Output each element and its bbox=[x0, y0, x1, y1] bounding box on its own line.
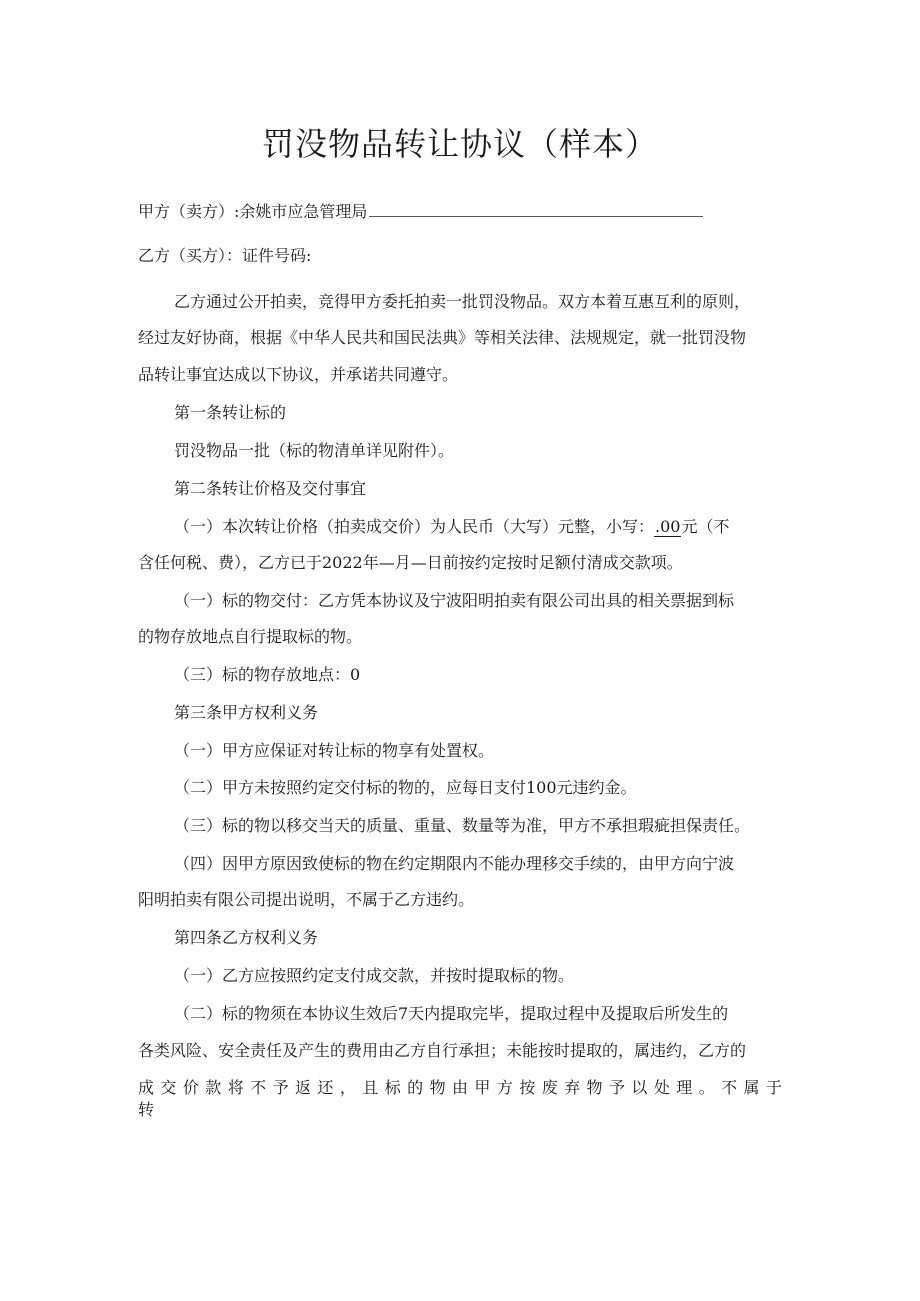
article-4-heading: 第四条乙方权利义务 bbox=[174, 928, 319, 947]
party-a-line bbox=[138, 201, 788, 223]
party-a-label: 甲方（卖方）: bbox=[138, 202, 240, 221]
party-a-name: 余姚市应急管理局 bbox=[239, 202, 368, 221]
clause-text: （一）本次转让价格（拍卖成交价）为人民币（大写）元整，小写： bbox=[174, 517, 655, 536]
document-title: 罚没物品转让协议（样本） bbox=[261, 125, 658, 163]
intro-line-2: 经过友好协商，根据《中华人民共和国民法典》等相关法律、法规规定，就一批罚没物 bbox=[138, 328, 747, 347]
article-2-clause-2-line-2: 的物存放地点自行提取标的物。 bbox=[138, 627, 363, 646]
clause-text-tail: 元（不 bbox=[681, 517, 730, 536]
article-2-clause-2-line-1: （一）标的物交付：乙方凭本协议及宁波阳明拍卖有限公司出具的相关票据到标 bbox=[174, 591, 735, 610]
party-a-blank-line bbox=[369, 202, 703, 217]
article-3-clause-3: （三）标的物以移交当天的质量、重量、数量等为准，甲方不承担瑕疵担保责任。 bbox=[174, 816, 751, 835]
article-3-clause-2: （二）甲方未按照约定交付标的物的，应每日支付100元违约金。 bbox=[174, 778, 637, 797]
article-2-clause-3: （三）标的物存放地点：0 bbox=[174, 665, 361, 684]
intro-line-3: 品转让事宜达成以下协议，并承诺共同遵守。 bbox=[138, 365, 459, 384]
party-b-line: 乙方（买方）：证件号码: bbox=[138, 246, 312, 265]
article-4-clause-2-line-2: 各类风险、安全责任及产生的费用由乙方自行承担；未能按时提取的，属违约，乙方的 bbox=[138, 1041, 747, 1060]
article-2-clause-1-line-1 bbox=[174, 516, 788, 538]
article-3-clause-4-line-1: （四）因甲方原因致使标的物在约定期限内不能办理移交手续的，由甲方向宁波 bbox=[174, 854, 735, 873]
article-4-clause-1: （一）乙方应按照约定支付成交款，并按时提取标的物。 bbox=[174, 966, 575, 985]
article-1-text: 罚没物品一批（标的物清单详见附件）。 bbox=[174, 441, 455, 460]
article-3-clause-4-line-2: 阳明拍卖有限公司提出说明，不属于乙方违约。 bbox=[138, 890, 475, 909]
intro-line-1: 乙方通过公开拍卖，竞得甲方委托拍卖一批罚没物品。双方本着互惠互利的原则， bbox=[174, 292, 751, 311]
article-4-clause-2-line-3: 成交价款将不予返还，且标的物由甲方按废弃物予以处理。不属于转 bbox=[138, 1078, 788, 1119]
price-amount: .00 bbox=[655, 517, 681, 536]
article-3-clause-1: （一）甲方应保证对转让标的物享有处置权。 bbox=[174, 741, 495, 760]
article-1-heading: 第一条转让标的 bbox=[174, 403, 287, 422]
article-2-heading: 第二条转让价格及交付事宜 bbox=[174, 479, 367, 498]
article-4-clause-2-line-1: （二）标的物须在本协议生效后7天内提取完毕，提取过程中及提取后所发生的 bbox=[174, 1004, 729, 1023]
article-3-heading: 第三条甲方权利义务 bbox=[174, 703, 319, 722]
article-2-clause-1-line-2: 含任何税、费），乙方已于2022年—月—日前按约定按时足额付清成交款项。 bbox=[138, 553, 683, 572]
